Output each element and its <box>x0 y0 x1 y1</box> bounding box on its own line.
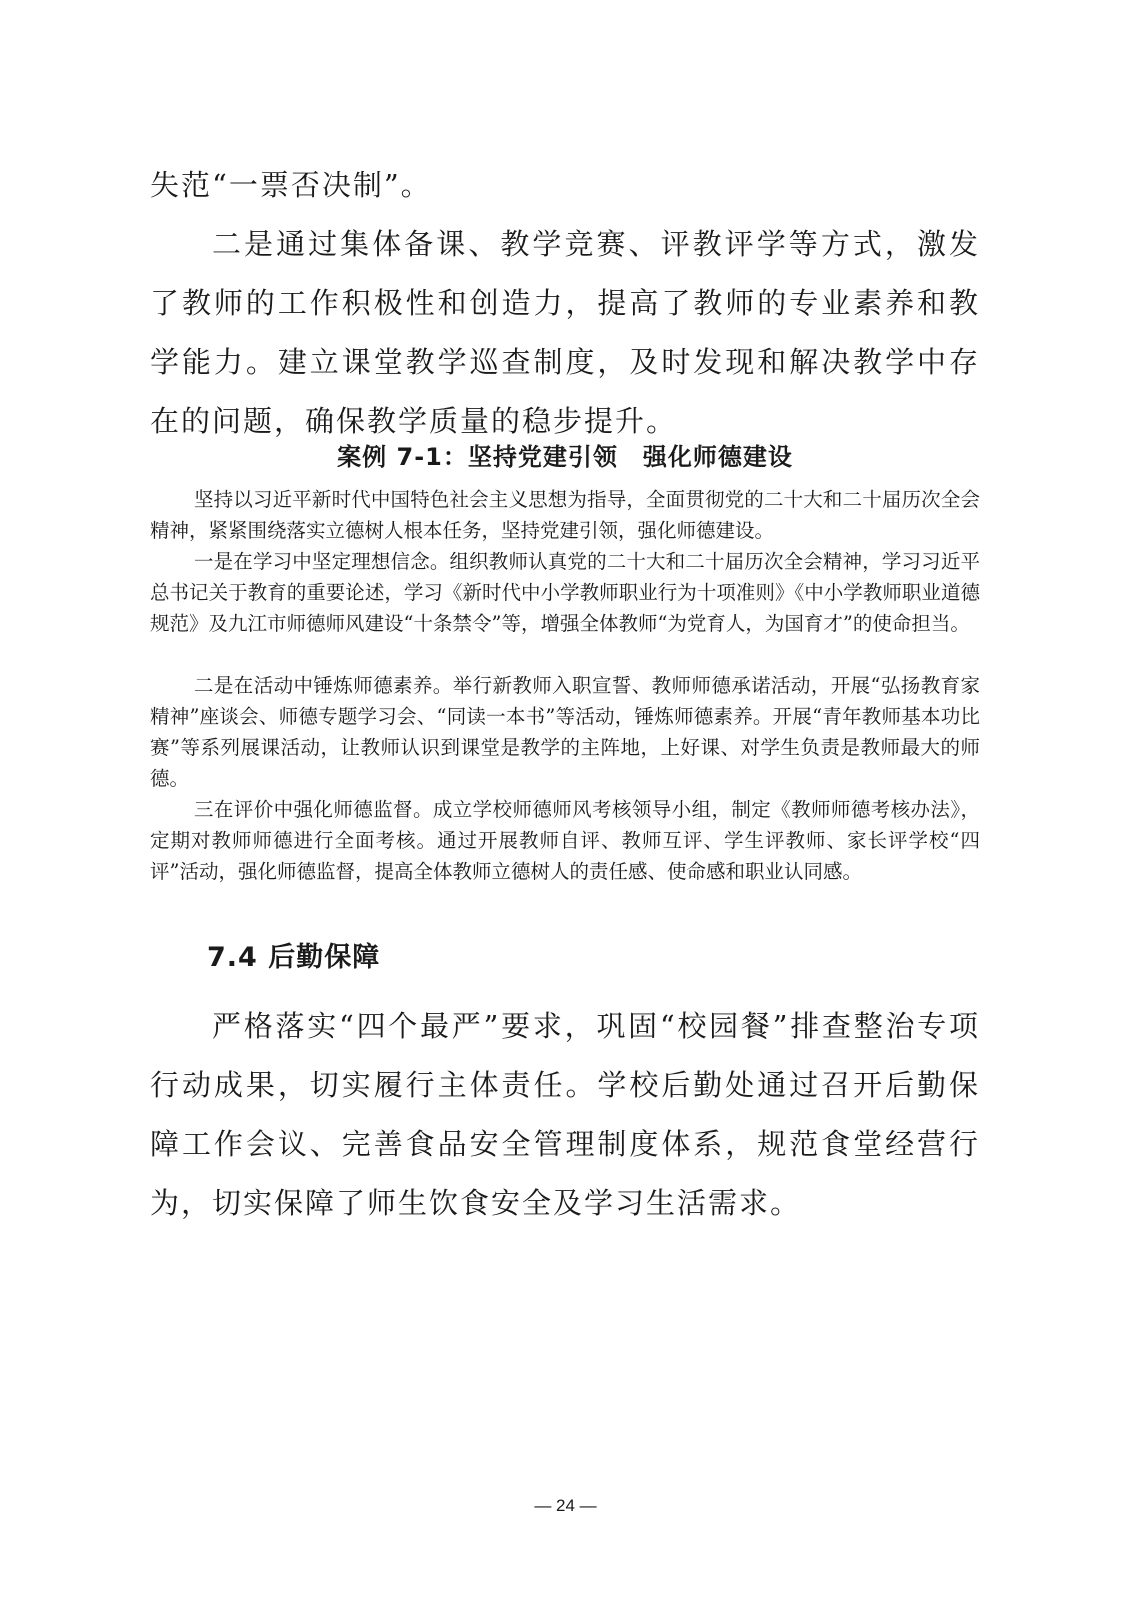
continuation-paragraph: 失范“一票否决制”。 <box>150 168 432 202</box>
case-paragraph-activities: 二是在活动中锤炼师德素养。举行新教师入职宣誓、教师师德承诺活动，开展“弘扬教育家精神”座谈会、师德专题学习会、“同读一本书”等活动，锤炼师德素养。开展“青年教师基本功比赛”等系列展课活动，让教师认识到课堂是教学的主阵地，上好课、对学生负责是教师最大的师德。 <box>150 674 980 790</box>
body-paragraph-teaching: 二是通过集体备课、教学竞赛、评教评学等方式，激发了教师的工作积极性和创造力，提高了教师的专业素养和教学能力。建立课堂教学巡查制度，及时发现和解决教学中存在的问题，确保教学质量的稳步提升。 <box>150 227 980 438</box>
body-paragraph-logistics: 严格落实“四个最严”要求，巩固“校园餐”排查整治专项行动成果，切实履行主体责任。学校后勤处通过召开后勤保障工作会议、完善食品安全管理制度体系，规范食堂经营行为，切实保障了师生饮食安全及学习生活需求。 <box>150 1009 980 1220</box>
section-heading-logistics: 7.4 后勤保障 <box>207 942 381 973</box>
case-paragraph-study: 一是在学习中坚定理想信念。组织教师认真党的二十大和二十届历次全会精神，学习习近平总书记关于教育的重要论述，学习《新时代中小学教师职业行为十项准则》《中小学教师职业道德规范》及九江市师德师风建设“十条禁令”等，增强全体教师“为党育人，为国育才”的使命担当。 <box>150 550 980 635</box>
case-paragraph-intro: 坚持以习近平新时代中国特色社会主义思想为指导，全面贯彻党的二十大和二十届历次全会精神，紧紧围绕落实立德树人根本任务，坚持党建引领，强化师德建设。 <box>150 488 980 542</box>
case-title: 案例 7-1：坚持党建引领 强化师德建设 <box>337 443 793 471</box>
page-number: — 24 — <box>534 1496 597 1515</box>
case-paragraph-evaluation: 三在评价中强化师德监督。成立学校师德师风考核领导小组，制定《教师师德考核办法》，定期对教师师德进行全面考核。通过开展教师自评、教师互评、学生评教师、家长评学校“四评”活动，强化师德监督，提高全体教师立德树人的责任感、使命感和职业认同感。 <box>150 798 980 883</box>
